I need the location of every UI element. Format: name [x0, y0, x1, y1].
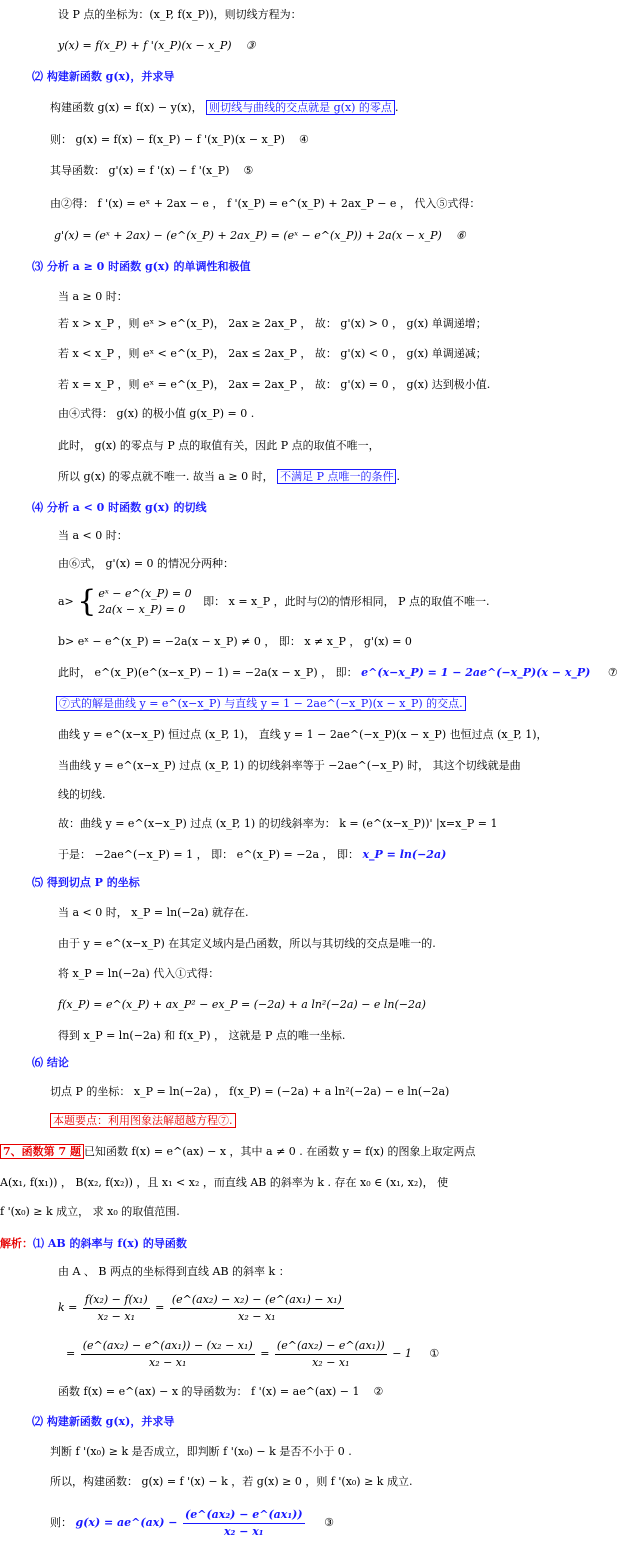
text-line: 当 a ≥ 0 时：	[58, 290, 128, 303]
equation-marker: ②	[373, 1385, 384, 1398]
text-line: 曲线 y = e^(x−x_P) 恒过点 (x_P, 1)， 直线 y = 1 − 2ae^(−x_P)(x − x_P) 也恒过点 (x_P, 1)，	[58, 728, 548, 741]
equals: =	[155, 1301, 165, 1314]
equation-marker: ④	[298, 133, 309, 146]
denominator: x₂ − x₁	[97, 1309, 135, 1323]
g-function-formula	[50, 1505, 334, 1541]
text-line: 得到 x_P = ln(−2a) 和 f(x_P) ， 这就是 P 点的唯一坐标.	[58, 1029, 346, 1042]
formula-tail: − 1	[392, 1347, 412, 1360]
section-heading-6: ⑹ 结论	[32, 1056, 69, 1069]
text-line: 设 P 点的坐标为：(x_P, f(x_P))，则切线方程为：	[58, 8, 302, 21]
text-line: 由⑥式， g'(x) = 0 的情况分两种：	[58, 557, 235, 570]
case-label: a>	[58, 595, 74, 608]
formula-lhs: k =	[58, 1301, 78, 1314]
problem-7-line	[0, 1144, 476, 1160]
section-heading: ⑵ 构建新函数 g(x)，并求导	[32, 1415, 175, 1428]
solution-label: 解析：	[0, 1237, 33, 1250]
problem-label: 7、函数第 7 题	[0, 1144, 84, 1159]
text-line: 此时， g(x) 的零点与 P 点的取值有关，因此 P 点的取值不唯一，	[58, 439, 380, 452]
highlight-box: ⑦式的解是曲线 y = e^(x−x_P) 与直线 y = 1 − 2ae^(−x_P)(x − x_P) 的交点.	[56, 696, 466, 711]
slope-formula-2	[66, 1336, 439, 1372]
text: 所以 g(x) 的零点就不唯一. 故当 a ≥ 0 时，	[58, 470, 274, 483]
formula: 其导函数： g'(x) = f '(x) − f '(x_P)	[50, 164, 230, 177]
text: 即： x = x_P ，此时与⑵的情形相同， P 点的取值不唯一.	[203, 595, 490, 608]
text-line: 构建函数 g(x) = f(x) − y(x)， 则切线与曲线的交点就是 g(x) 的零点 .	[50, 101, 399, 114]
text-line: 由于 y = e^(x−x_P) 在其定义域内是凸函数，所以与其切线的交点是唯一的.	[58, 937, 436, 950]
key-equation: e^(x−x_P) = 1 − 2ae^(−x_P)(x − x_P)	[361, 666, 591, 679]
formula-line	[50, 132, 309, 148]
text-line: 所以 g(x) 的零点就不唯一. 故当 a ≥ 0 时， 不满足 P 点唯一的条件 .	[58, 470, 400, 483]
section-heading-3: ⑶ 分析 a ≥ 0 时函数 g(x) 的单调性和极值	[32, 260, 251, 273]
fraction	[81, 1338, 255, 1371]
text: 构建函数 g(x) = f(x) − y(x)，	[50, 101, 203, 114]
key-point	[50, 1113, 236, 1129]
text-line: 当 a < 0 时：	[58, 529, 128, 542]
text: 此时， e^(x_P)(e^(x−x_P) − 1) = −2a(x − x_P) ， 即：	[58, 666, 358, 679]
problem-text: A(x₁, f(x₁)) ， B(x₂, f(x₂)) ，且 x₁ < x₂ ，而直线 AB 的斜率为 k . 存在 x₀ ∈ (x₁, x₂)， 使	[0, 1176, 449, 1189]
formula-line	[50, 163, 253, 179]
text-line: 若 x = x_P ，则 eˣ = e^(x_P)， 2ax = 2ax_P ， 故： g'(x) = 0 ， g(x) 达到极小值.	[58, 378, 491, 391]
system-eq-1: eˣ − e^(x_P) = 0	[98, 587, 192, 600]
formula: y(x) = f(x_P) + f '(x_P)(x − x_P)	[58, 39, 232, 52]
problem-text: f '(x₀) ≥ k 成立， 求 x₀ 的取值范围.	[0, 1205, 180, 1218]
denominator: x₂ − x₁	[238, 1309, 276, 1323]
text-line	[56, 696, 466, 712]
text: 于是： −2ae^(−x_P) = 1 ， 即： e^(x_P) = −2a ， 即：	[58, 848, 359, 861]
denominator: x₂ − x₁	[148, 1355, 187, 1369]
fraction	[275, 1338, 387, 1371]
formula-line	[58, 1384, 383, 1400]
numerator: (e^(ax₂) − e^(ax₁)) − (x₂ − x₁)	[81, 1338, 255, 1355]
text-line: 将 x_P = ln(−2a) 代入①式得：	[58, 967, 220, 980]
text-line: 当 a < 0 时， x_P = ln(−2a) 就存在.	[58, 906, 249, 919]
formula-line	[58, 665, 618, 681]
equation-marker: ③	[324, 1516, 334, 1529]
system-eq-2: 2a(x − x_P) = 0	[98, 603, 186, 616]
key-result: x_P = ln(−2a)	[362, 848, 447, 861]
section-heading: ⑴ AB 的斜率与 f(x) 的导函数	[33, 1237, 187, 1250]
equation-marker: ⑥	[455, 229, 466, 242]
fraction	[83, 1292, 150, 1325]
slope-formula-1	[58, 1290, 346, 1326]
key-point-box: 本题要点：利用图象法解超越方程⑦.	[50, 1113, 236, 1128]
formula-line: f(x_P) = e^(x_P) + ax_P² − ex_P = (−2a) + a ln²(−2a) − e ln(−2a)	[58, 998, 426, 1011]
case-a	[58, 584, 490, 620]
brace-icon: {	[77, 584, 97, 619]
formula: g'(x) = (eˣ + 2ax) − (e^(x_P) + 2ax_P) = (eˣ − e^(x_P)) + 2a(x − x_P)	[54, 229, 442, 242]
solution-heading	[0, 1236, 187, 1252]
formula: 则： g(x) = f(x) − f(x_P) − f '(x_P)(x − x_P)	[50, 133, 285, 146]
text-line: 由②得： f '(x) = eˣ + 2ax − e ， f '(x_P) = e^(x_P) + 2ax_P − e ， 代入⑤式得：	[50, 197, 481, 210]
text-line: 当曲线 y = e^(x−x_P) 过点 (x_P, 1) 的切线斜率等于 −2ae^(−x_P) 时， 其这个切线就是曲	[58, 759, 521, 772]
section-heading-2: ⑵ 构建新函数 g(x)，并求导	[32, 70, 175, 83]
text-line: 判断 f '(x₀) ≥ k 是否成立，即判断 f '(x₀) − k 是否不小于 0 .	[50, 1445, 352, 1458]
section-heading-4: ⑷ 分析 a < 0 时函数 g(x) 的切线	[32, 501, 207, 514]
numerator: (e^(ax₂) − e^(ax₁))	[183, 1507, 305, 1524]
highlight-box: 则切线与曲线的交点就是 g(x) 的零点	[206, 100, 395, 115]
equals: =	[66, 1347, 76, 1360]
equation-marker: ⑤	[243, 164, 254, 177]
text-line: 若 x < x_P ，则 eˣ < e^(x_P)， 2ax ≤ 2ax_P ， 故： g'(x) < 0 ， g(x) 单调递减；	[58, 347, 487, 360]
text-line	[58, 847, 446, 863]
fraction	[183, 1507, 305, 1540]
formula: g(x) = ae^(ax) −	[75, 1516, 178, 1529]
formula-line	[54, 228, 466, 244]
text-line: 线的切线.	[58, 788, 106, 801]
numerator: (e^(ax₂) − e^(ax₁))	[275, 1338, 387, 1355]
highlight-box: 不满足 P 点唯一的条件	[277, 469, 396, 484]
text-line: 由④式得： g(x) 的极小值 g(x_P) = 0 .	[58, 407, 255, 420]
equation-marker: ①	[429, 1347, 440, 1360]
case-b: b> eˣ − e^(x_P) = −2a(x − x_P) ≠ 0 ， 即： x ≠ x_P ， g'(x) = 0	[58, 635, 412, 648]
equals: =	[260, 1347, 270, 1360]
equation-system	[98, 586, 191, 618]
equation-marker: ③	[245, 39, 256, 52]
text-line: 切点 P 的坐标： x_P = ln(−2a) ， f(x_P) = (−2a) + a ln²(−2a) − e ln(−2a)	[50, 1085, 450, 1098]
denominator: x₂ − x₁	[223, 1524, 264, 1538]
text: 函数 f(x) = e^(ax) − x 的导函数为： f '(x) = ae^(ax) − 1	[58, 1385, 360, 1398]
numerator: f(x₂) − f(x₁)	[83, 1292, 150, 1309]
text-line: 故：曲线 y = e^(x−x_P) 过点 (x_P, 1) 的切线斜率为： k = (e^(x−x_P))' |x=x_P = 1	[58, 817, 498, 830]
text-line: 所以，构建函数： g(x) = f '(x) − k ，若 g(x) ≥ 0 ，则 f '(x₀) ≥ k 成立.	[50, 1475, 413, 1488]
section-heading-5: ⑸ 得到切点 P 的坐标	[32, 876, 140, 889]
equation-marker: ⑦	[607, 666, 618, 679]
text-line: 若 x > x_P ，则 eˣ > e^(x_P)， 2ax ≥ 2ax_P ， 故： g'(x) > 0 ， g(x) 单调递增；	[58, 317, 487, 330]
numerator: (e^(ax₂) − x₂) − (e^(ax₁) − x₁)	[170, 1292, 344, 1309]
text-line: 由 A 、 B 两点的坐标得到直线 AB 的斜率 k ：	[58, 1265, 290, 1278]
fraction	[170, 1292, 344, 1325]
text: 则：	[50, 1516, 72, 1529]
problem-text: 已知函数 f(x) = e^(ax) − x ，其中 a ≠ 0 . 在函数 y = f(x) 的图象上取定两点	[83, 1145, 476, 1158]
tangent-equation	[58, 38, 255, 54]
denominator: x₂ − x₁	[312, 1355, 350, 1369]
